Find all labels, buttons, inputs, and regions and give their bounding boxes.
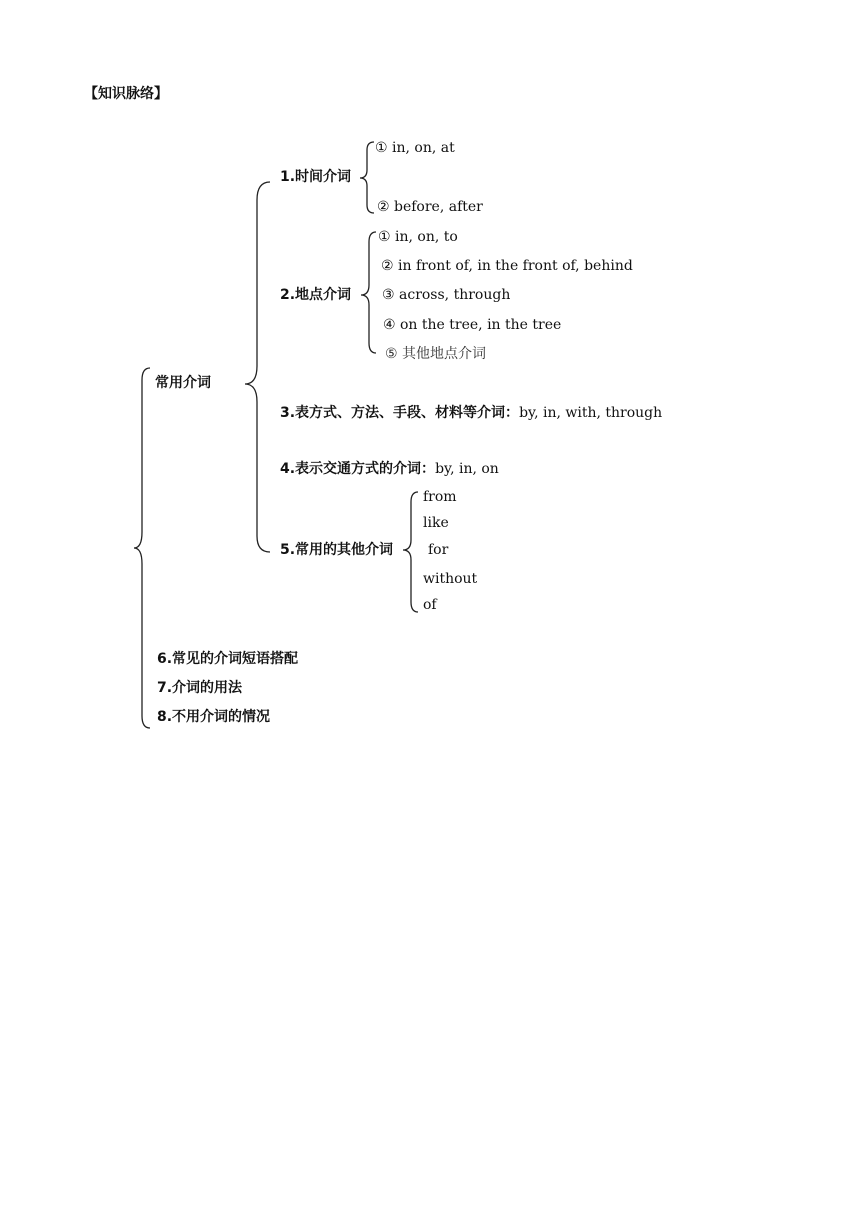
node-time-prepositions: 1.时间介词 bbox=[280, 169, 352, 185]
node-manner-prepositions bbox=[280, 405, 662, 421]
node-transport-prepositions bbox=[280, 461, 499, 477]
manner-title: 3.表方式、方法、手段、材料等介词： bbox=[280, 405, 520, 421]
other-item-from: from bbox=[423, 489, 457, 505]
place-item-4: ④ on the tree, in the tree bbox=[383, 317, 562, 333]
place-item-3: ③ across, through bbox=[382, 287, 511, 303]
node-other-prepositions: 5.常用的其他介词 bbox=[280, 542, 394, 558]
manner-words: by, in, with, through bbox=[519, 405, 663, 421]
brace-outer bbox=[134, 368, 150, 728]
node-place-prepositions: 2.地点介词 bbox=[280, 287, 352, 303]
brace-other bbox=[403, 492, 418, 612]
time-item-2: ② before, after bbox=[377, 199, 483, 215]
brace-time bbox=[360, 142, 374, 213]
brace-common bbox=[245, 182, 270, 552]
transport-title: 4.表示交通方式的介词： bbox=[280, 461, 436, 477]
node-preposition-usage: 7.介词的用法 bbox=[157, 680, 243, 696]
place-item-1: ① in, on, to bbox=[378, 229, 458, 245]
node-no-preposition-cases: 8.不用介词的情况 bbox=[157, 709, 271, 725]
transport-words: by, in, on bbox=[435, 461, 499, 477]
root-node: 常用介词 bbox=[155, 375, 211, 391]
time-item-1: ① in, on, at bbox=[375, 140, 455, 156]
page-heading: 【知识脉络】 bbox=[84, 86, 168, 102]
other-item-of: of bbox=[423, 597, 437, 613]
other-item-like: like bbox=[423, 515, 449, 531]
place-item-2: ② in front of, in the front of, behind bbox=[381, 258, 633, 274]
brace-place bbox=[361, 232, 376, 353]
other-item-for: for bbox=[428, 542, 449, 558]
node-phrase-collocations: 6.常见的介词短语搭配 bbox=[157, 651, 299, 667]
other-item-without: without bbox=[423, 571, 478, 587]
place-item-5: ⑤ 其他地点介词 bbox=[385, 346, 487, 362]
